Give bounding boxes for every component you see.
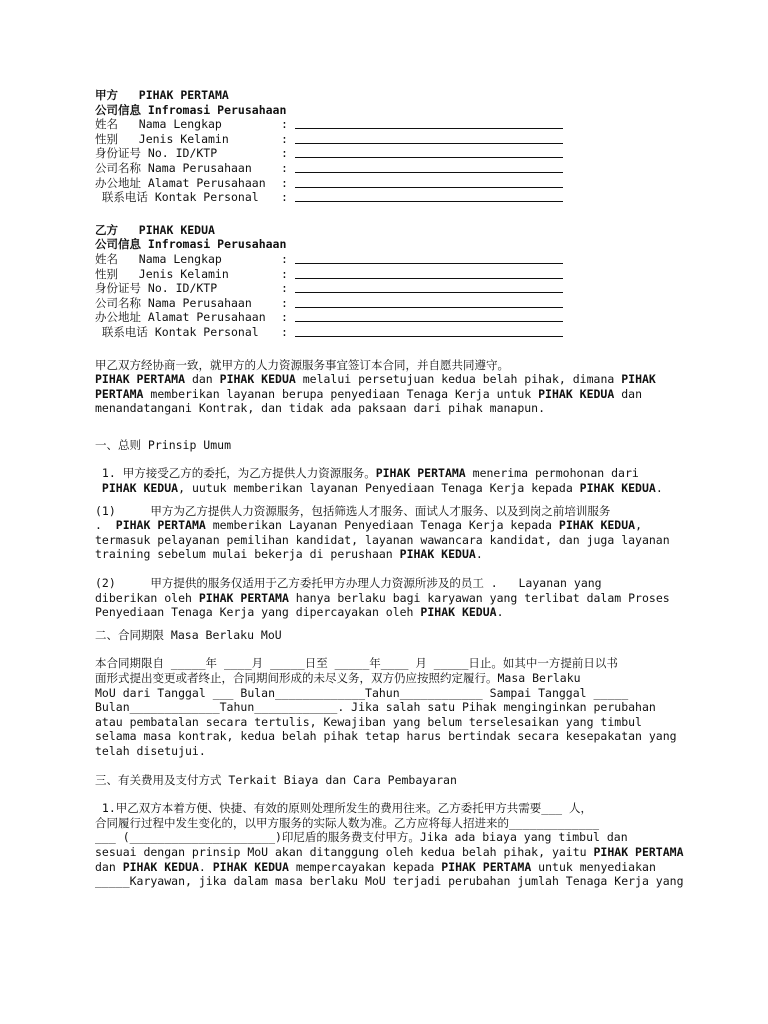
party-b-field-name[interactable]: 姓名 Nama Lengkap :	[95, 252, 670, 267]
party-a-field-company[interactable]: 公司名称 Nama Perusahaan :	[95, 161, 670, 176]
section-1-clause-2: (1) 甲方为乙方提供人力资源服务，包括筛选人才服务、面试人才服务、以及到岗之前培训服务 . PIHAK PERTAMA memberikan Layanan Penyediaan Tenaga Kerja kepada PIHAK KEDUA, termasuk pelayanan pemilihan kandidat, layanan wawancara kandidat, dan juga layanan training sebelum mulai bekerja di perushaan PIHAK KEDUA.	[95, 503, 670, 562]
blank-line[interactable]	[295, 117, 563, 129]
party-a-heading-cn: 甲方	[95, 88, 118, 102]
blank-line[interactable]	[295, 161, 563, 173]
party-b-field-gender[interactable]: 性别 Jenis Kelamin :	[95, 267, 670, 282]
party-b-heading	[95, 223, 670, 238]
section-1-clause-3: (2) 甲方提供的服务仅适用于乙方委托甲方办理人力资源所涉及的员工 . Layanan yang diberikan oleh PIHAK PERTAMA hanya berlaku bagi karyawan yang terlibat dalam Proses Penyediaan Tenaga Kerja yang dipercayakan oleh PIHAK KEDUA.	[95, 576, 670, 620]
blank-line[interactable]	[295, 267, 563, 279]
party-b-heading-cn: 乙方	[95, 222, 118, 237]
blank-line[interactable]	[295, 146, 563, 158]
party-b-field-contact[interactable]: 联系电话 Kontak Personal :	[95, 325, 670, 340]
intro-paragraph	[95, 358, 670, 416]
intro-line-1: PIHAK PERTAMA dan PIHAK KEDUA melalui persetujuan kedua belah pihak, dimana PIHAK	[95, 372, 656, 387]
blank-line[interactable]	[295, 132, 563, 144]
party-a-field-gender[interactable]: 性别 Jenis Kelamin :	[95, 132, 670, 147]
party-a-heading	[95, 88, 670, 103]
blank-line[interactable]	[295, 325, 563, 337]
blank-line[interactable]	[295, 252, 563, 264]
party-b-field-company[interactable]: 公司名称 Nama Perusahaan :	[95, 296, 670, 311]
section-3-title: 三、有关费用及支付方式 Terkait Biaya dan Cara Pembayaran	[95, 772, 457, 787]
party-a-field-id[interactable]: 身份证号 No. ID/KTP :	[95, 146, 670, 161]
section-2-body: 本合同期限自 _____年 ____月 _____日至 _____年____ 月 _____日止。如其中一方提前日以书 面形式提出变更或者终止，合同期间形成的未尽义务，双方仍应按照约定履行。Masa Berlaku MoU dari Tanggal ___ Bulan_____________Tahun____________ Sampai Tanggal _____ Bulan_____________Tahun____________. Jika salah satu Pihak menginginkan perubahan atau pembatalan secara tertulis, Kewajiban yang belum terselesaikan yang timbul selama masa kontrak, kedua belah pihak tetap harus bertindak secara kesepakatan yang telah disetujui.	[95, 656, 677, 758]
blank-line[interactable]	[295, 310, 563, 322]
party-a-heading-id: PIHAK PERTAMA	[138, 88, 229, 102]
party-b-fields	[95, 252, 670, 340]
party-a-field-address[interactable]: 办公地址 Alamat Perusahaan :	[95, 176, 670, 191]
blank-line[interactable]	[295, 176, 563, 188]
contract-document	[95, 88, 684, 889]
section-3-body: 1.甲乙双方本着方便、快捷、有效的原则处理所发生的费用往来。乙方委托甲方共需要___ 人， 合同履行过程中发生变化的，以甲方服务的实际人数为准。乙方应将每人招进来的_____________ ___ (_____________________)印尼盾的服务费支付甲方。Jika ada biaya yang timbul dan sesuai dengan prinsip MoU akan ditanggung oleh kedua belah pihak, yaitu PIHAK PERTAMA dan PIHAK KEDUA. PIHAK KEDUA mempercayakan kepada PIHAK PERTAMA untuk menyediakan _____Karyawan, jika dalam masa berlaku MoU terjadi perubahan jumlah Tenaga Kerja yang	[95, 801, 684, 889]
section-1-clause-1: 1. 甲方接受乙方的委托，为乙方提供人力资源服务。PIHAK PERTAMA menerima permohonan dari PIHAK KEDUA, uutuk memberikan layanan Penyediaan Tenaga Kerja kepada PIHAK KEDUA.	[95, 466, 663, 496]
party-b-field-id[interactable]: 身份证号 No. ID/KTP :	[95, 281, 670, 296]
blank-line[interactable]	[295, 296, 563, 308]
section-1-title: 一、总则 Prinsip Umum	[95, 437, 232, 452]
party-a-info-heading: 公司信息 Infromasi Perusahaan	[95, 102, 287, 117]
intro-line-2: PERTAMA memberikan layanan berupa penyediaan Tenaga Kerja untuk PIHAK KEDUA dan	[95, 386, 642, 401]
blank-line[interactable]	[295, 281, 563, 293]
party-a-fields	[95, 117, 670, 205]
blank-line[interactable]	[295, 190, 563, 202]
intro-cn: 甲乙双方经协商一致，就甲方的人力资源服务事宜签订本合同，并自愿共同遵守。	[95, 357, 509, 372]
party-b-info-heading: 公司信息 Infromasi Perusahaan	[95, 237, 287, 252]
party-b-field-address[interactable]: 办公地址 Alamat Perusahaan :	[95, 310, 670, 325]
party-a-field-contact[interactable]: 联系电话 Kontak Personal :	[95, 190, 670, 205]
intro-line-3: menandatangani Kontrak, dan tidak ada paksaan dari pihak manapun.	[95, 401, 546, 416]
party-b-heading-id: PIHAK KEDUA	[138, 222, 215, 237]
party-a-field-name[interactable]: 姓名 Nama Lengkap :	[95, 117, 670, 132]
section-2-title: 二、合同期限 Masa Berlaku MoU	[95, 627, 282, 642]
